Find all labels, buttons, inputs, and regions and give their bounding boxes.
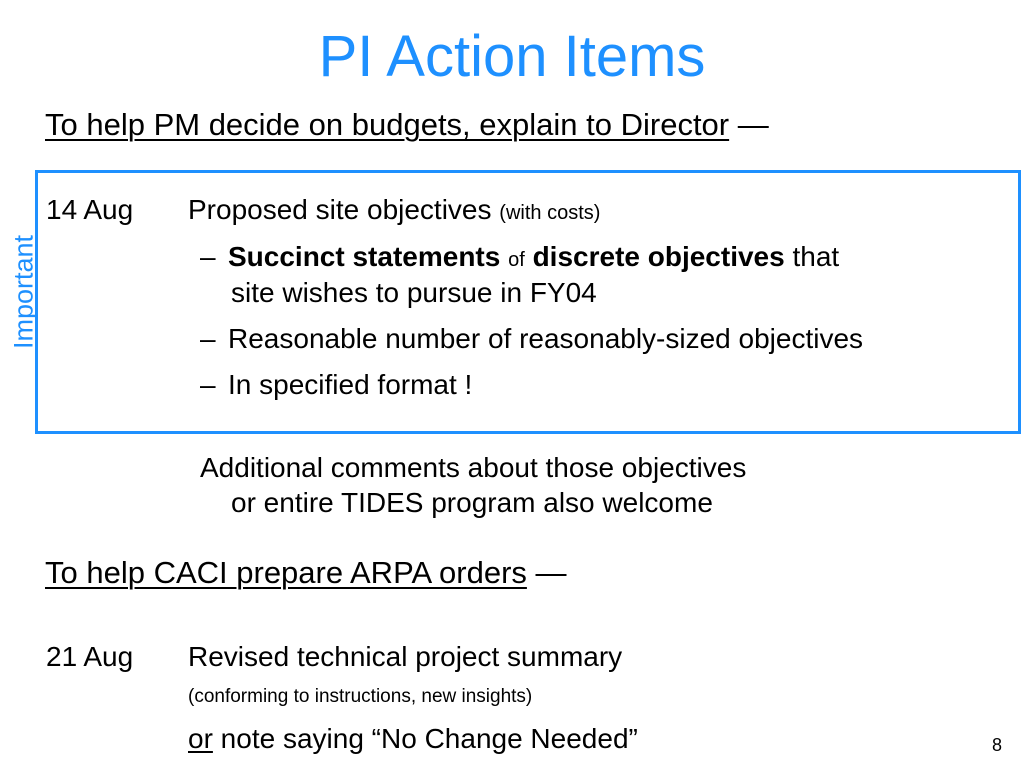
important-label-text: Important	[8, 234, 39, 350]
slide-title: PI Action Items	[318, 24, 706, 89]
section2-item-note: (conforming to instructions, new insights)	[188, 686, 533, 707]
section2-or-line	[188, 722, 638, 756]
section1-date: 14 Aug	[46, 194, 134, 225]
section1-heading-dash: —	[729, 107, 769, 142]
bullet-1-line2: site wishes to pursue in FY04	[231, 277, 597, 308]
bullet-dash: –	[200, 241, 216, 272]
section2-heading	[45, 554, 567, 592]
section1-heading-text: To help PM decide on budgets, explain to Director	[45, 107, 730, 142]
bullet-1-of: of	[508, 249, 525, 271]
section2-heading-dash: —	[526, 555, 567, 590]
bullet-dash: –	[200, 323, 216, 354]
section2-item-main: Revised technical project summary	[188, 641, 623, 672]
page-number: 8	[992, 735, 1003, 755]
bullet-dash: –	[200, 369, 216, 400]
bullet-2	[200, 322, 863, 356]
bullet-1-bold1: Succinct statements	[228, 241, 501, 272]
bullet-3	[200, 368, 472, 402]
section1-heading	[45, 106, 769, 144]
or-rest: note saying “No Change Needed”	[212, 723, 638, 754]
comment-line-1: Additional comments about those objectives	[200, 452, 747, 483]
section2-heading-text: To help CACI prepare ARPA orders	[45, 555, 527, 590]
section2-date: 21 Aug	[46, 641, 134, 672]
bullet-3-text: In specified format !	[228, 369, 473, 400]
important-side-label	[4, 220, 44, 365]
section1-item	[188, 193, 600, 230]
comment-line-2: or entire TIDES program also welcome	[231, 487, 713, 518]
section1-item-note: (with costs)	[499, 202, 601, 224]
or-word: or	[188, 723, 213, 754]
bullet-1-bold2: discrete objectives	[532, 241, 785, 272]
bullet-1-rest: that	[792, 241, 840, 272]
bullet-2-text: Reasonable number of reasonably-sized objectives	[228, 323, 864, 354]
section1-item-main: Proposed site objectives	[188, 194, 492, 225]
bullet-1	[200, 240, 839, 277]
